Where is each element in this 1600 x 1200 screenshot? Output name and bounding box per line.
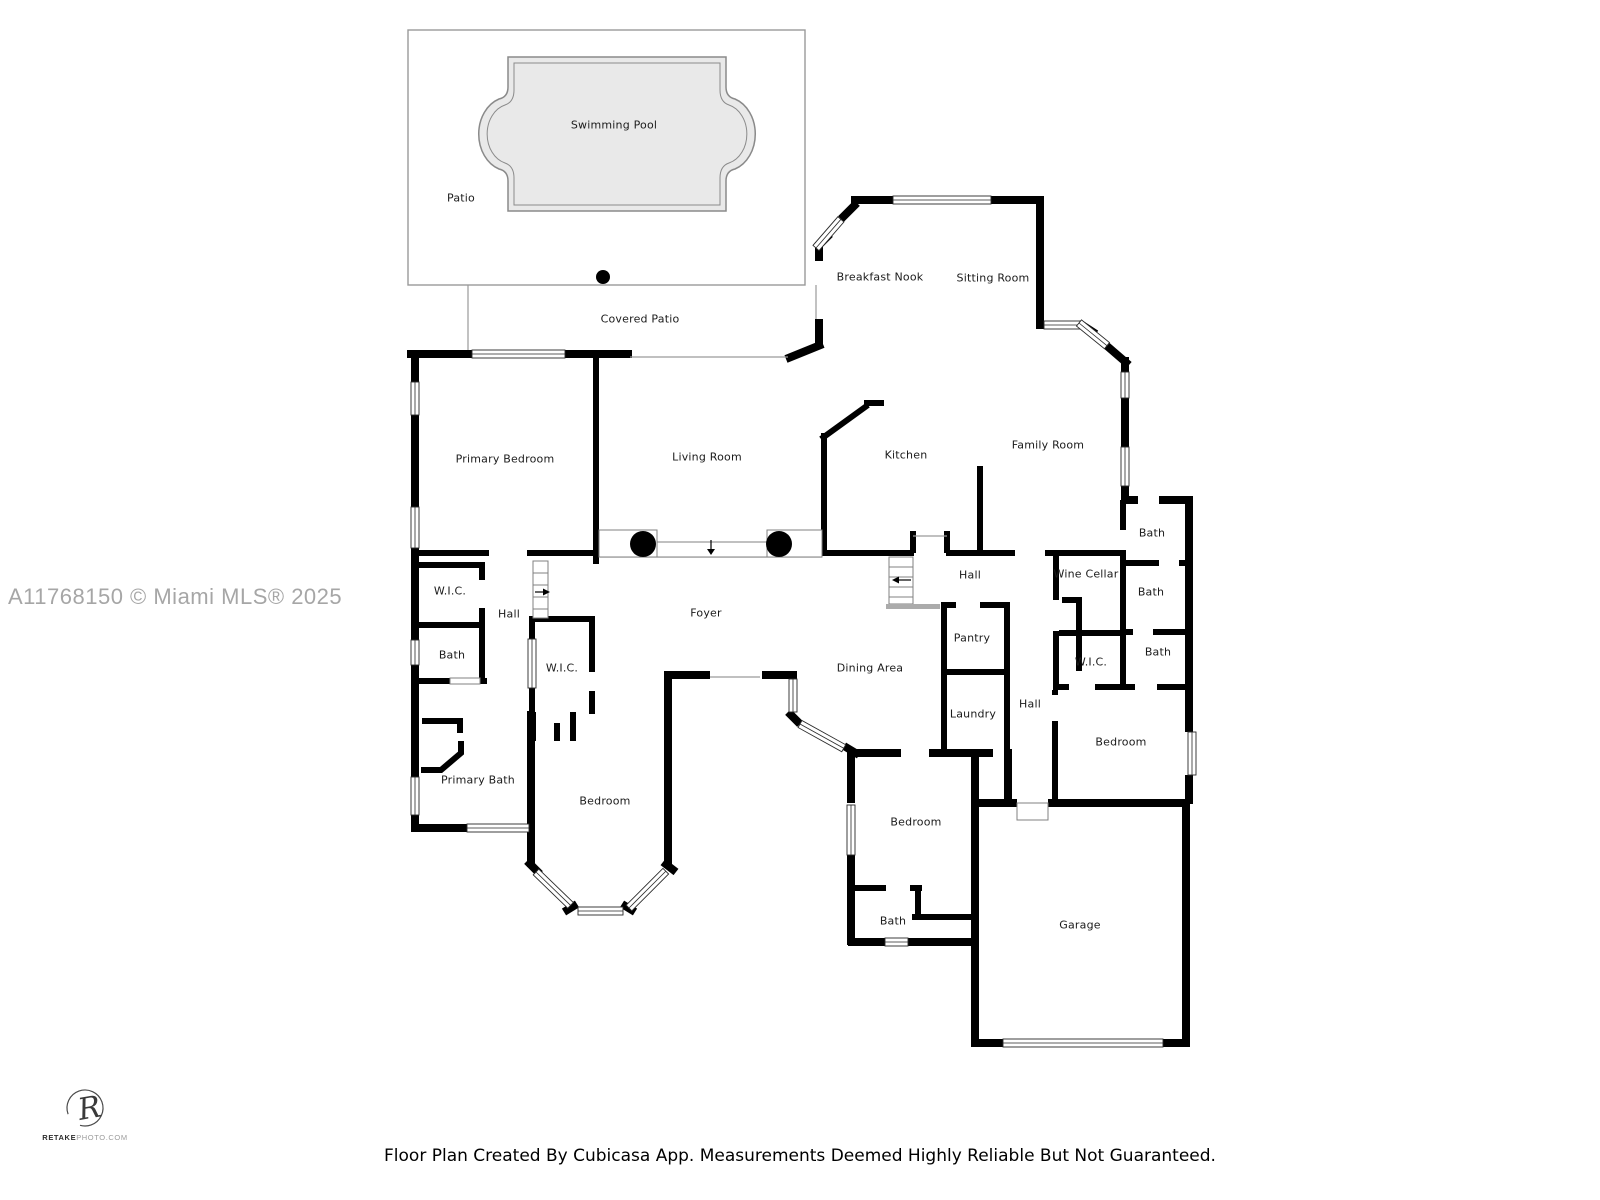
room-label-bedroom-east: Bedroom <box>1095 735 1147 749</box>
room-label-laundry: Laundry <box>949 707 997 721</box>
room-label-garage: Garage <box>1059 918 1101 932</box>
room-label-family-room: Family Room <box>1011 438 1085 452</box>
swimming-pool-shape <box>479 57 756 211</box>
room-label-primary-bath: Primary Bath <box>441 773 515 787</box>
room-label-sitting-room: Sitting Room <box>956 271 1030 285</box>
stairs-icon-foyer <box>886 557 940 609</box>
opening-lines <box>600 357 947 677</box>
room-label-patio: Patio <box>447 191 475 205</box>
disclaimer-text: Floor Plan Created By Cubicasa App. Measurements Deemed Highly Reliable But Not Guaranteed. <box>384 1146 1216 1166</box>
room-label-bedroom-southwest: Bedroom <box>579 794 631 808</box>
room-label-wic-primary: W.I.C. <box>433 584 467 598</box>
bath-door <box>450 678 480 684</box>
room-label-hall-primary: Hall <box>498 607 520 621</box>
mls-watermark: A11768150 © Miami MLS® 2025 <box>8 584 343 609</box>
room-label-wic-bedroom: W.I.C. <box>545 661 579 675</box>
room-label-swimming-pool: Swimming Pool <box>570 118 658 132</box>
pool-equipment-dot <box>596 270 610 284</box>
garage-entry-door <box>1017 803 1048 820</box>
room-label-bath-middle: Bath <box>1137 585 1165 599</box>
room-label-covered-patio: Covered Patio <box>600 312 680 326</box>
logo-monogram: R <box>75 1089 104 1128</box>
room-label-bath-lower: Bath <box>1144 645 1172 659</box>
room-label-wine-cellar: Wine Cellar <box>1053 567 1119 581</box>
room-label-dining-area: Dining Area <box>836 661 904 675</box>
room-label-primary-bedroom: Primary Bedroom <box>455 452 555 466</box>
brand-rest: PHOTO.COM <box>76 1133 128 1142</box>
brand-bold: RETAKE <box>42 1133 77 1142</box>
room-label-foyer: Foyer <box>690 606 722 620</box>
room-label-bedroom-middle: Bedroom <box>890 815 942 829</box>
room-label-pantry: Pantry <box>953 631 991 645</box>
column-icon <box>630 531 656 557</box>
room-label-kitchen: Kitchen <box>884 448 928 462</box>
room-label-hall-bedrooms: Hall <box>1019 697 1041 711</box>
column-icon <box>766 531 792 557</box>
room-label-wic-hall: W.I.C. <box>1074 655 1108 669</box>
room-label-living-room: Living Room <box>672 450 742 464</box>
room-label-breakfast-nook: Breakfast Nook <box>836 270 924 284</box>
room-label-bath-primary-hall: Bath <box>438 648 466 662</box>
room-label-hall-kitchen: Hall <box>959 568 981 582</box>
room-label-bath-guest: Bath <box>879 914 907 928</box>
stairs-icon-hall <box>533 561 550 618</box>
room-label-bath-upper: Bath <box>1138 526 1166 540</box>
retakephoto-wordmark <box>40 1133 130 1142</box>
retakephoto-logo <box>40 1085 130 1131</box>
